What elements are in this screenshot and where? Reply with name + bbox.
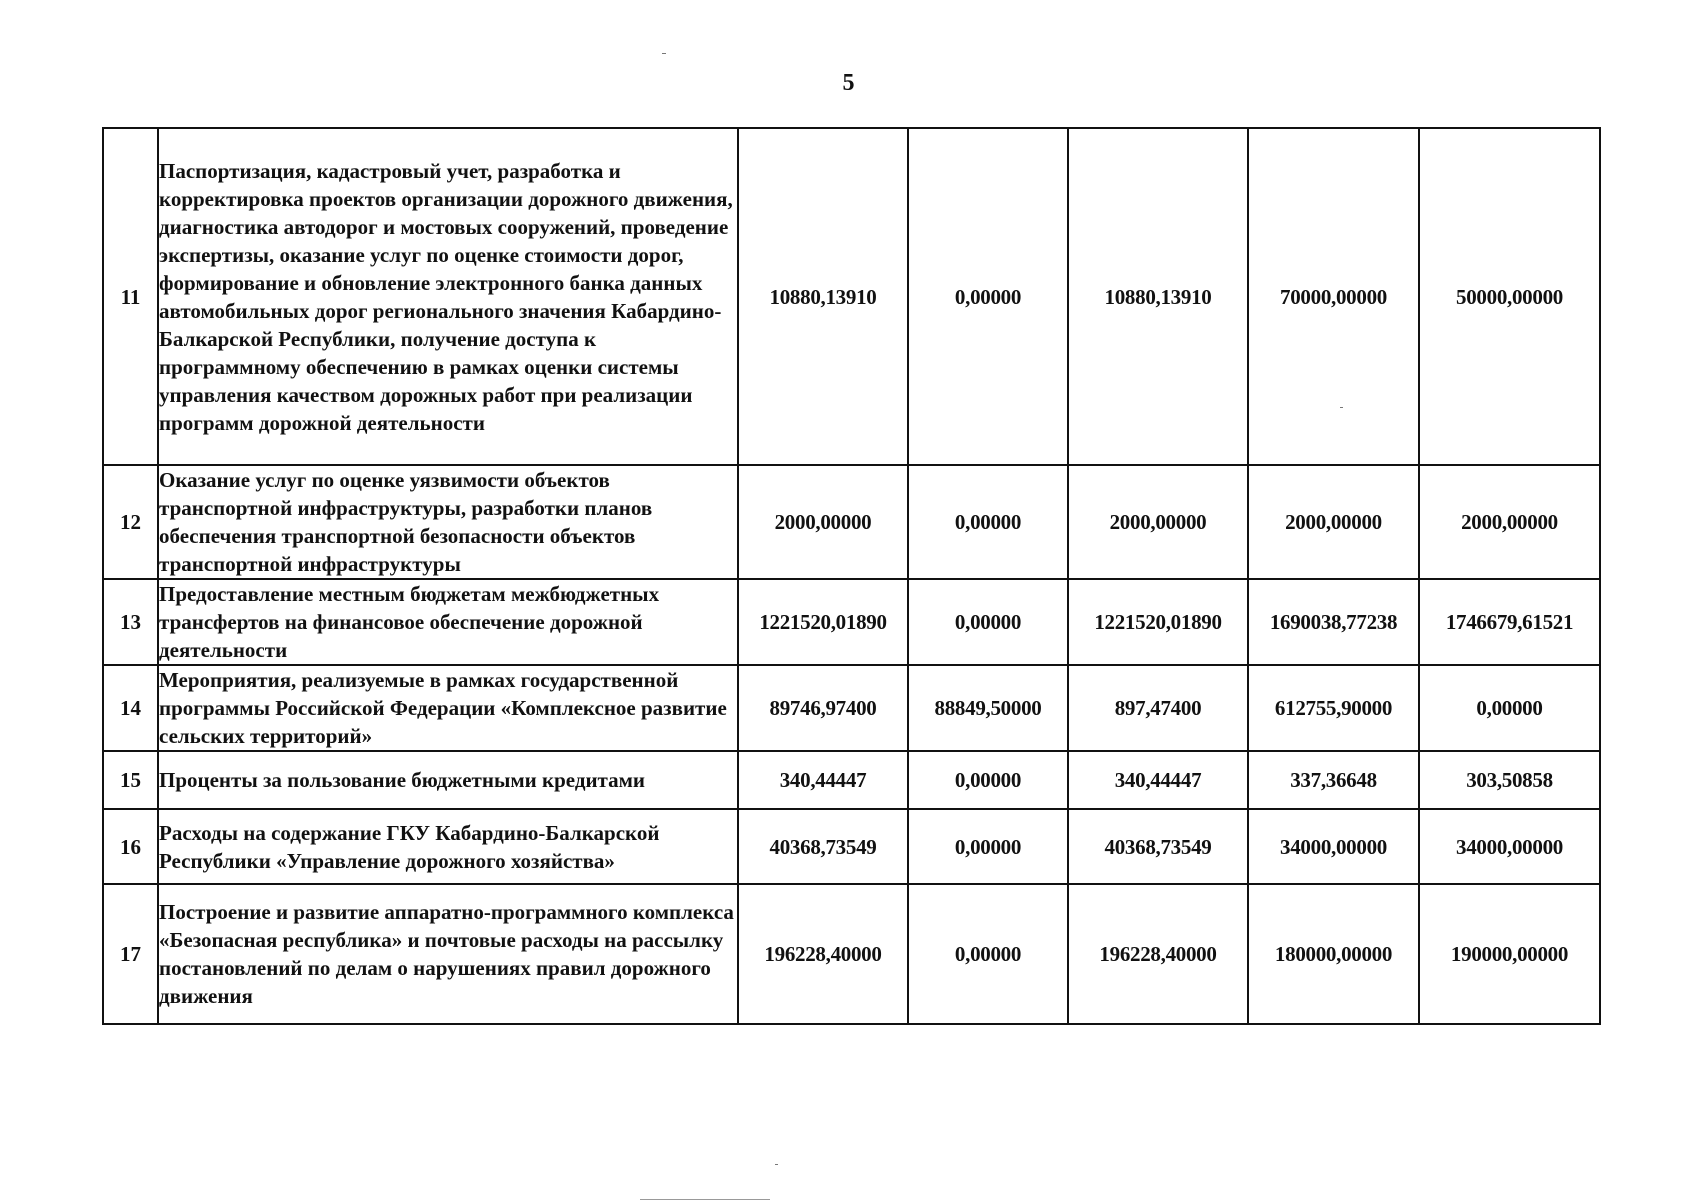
- amount-cell: 34000,00000: [1419, 809, 1600, 884]
- budget-table: [102, 127, 1601, 1025]
- row-description: Построение и развитие аппаратно-программного комплекса «Безопасная республика» и почтовые расходы на рассылку постановлений по делам о нарушениях правил дорожного движения: [158, 884, 738, 1024]
- amount-cell: 50000,00000: [1419, 128, 1600, 465]
- scan-speck: [662, 53, 666, 54]
- row-number: 11: [103, 128, 158, 465]
- table-row: [103, 884, 1600, 1024]
- amount-cell: 40368,73549: [1068, 809, 1248, 884]
- row-description: Мероприятия, реализуемые в рамках государственной программы Российской Федерации «Комплексное развитие сельских территорий»: [158, 665, 738, 751]
- amount-cell: 40368,73549: [738, 809, 908, 884]
- row-description: Оказание услуг по оценке уязвимости объектов транспортной инфраструктуры, разработки планов обеспечения транспортной безопасности объектов транспортной инфраструктуры: [158, 465, 738, 579]
- row-description: Проценты за пользование бюджетными кредитами: [158, 751, 738, 809]
- amount-cell: 10880,13910: [1068, 128, 1248, 465]
- amount-cell: 196228,40000: [738, 884, 908, 1024]
- amount-cell: 1690038,77238: [1248, 579, 1419, 665]
- amount-cell: 190000,00000: [1419, 884, 1600, 1024]
- amount-cell: 0,00000: [1419, 665, 1600, 751]
- row-number: 14: [103, 665, 158, 751]
- amount-cell: 303,50858: [1419, 751, 1600, 809]
- amount-cell: 1221520,01890: [738, 579, 908, 665]
- amount-cell: 34000,00000: [1248, 809, 1419, 884]
- row-number: 13: [103, 579, 158, 665]
- amount-cell: 89746,97400: [738, 665, 908, 751]
- row-number: 17: [103, 884, 158, 1024]
- row-description: Расходы на содержание ГКУ Кабардино-Балкарской Республики «Управление дорожного хозяйства»: [158, 809, 738, 884]
- amount-cell: 2000,00000: [1248, 465, 1419, 579]
- table-row: [103, 751, 1600, 809]
- amount-cell: 0,00000: [908, 809, 1068, 884]
- amount-cell: 0,00000: [908, 751, 1068, 809]
- amount-cell: 88849,50000: [908, 665, 1068, 751]
- amount-cell: 340,44447: [1068, 751, 1248, 809]
- table-body: [103, 128, 1600, 1024]
- amount-cell: 2000,00000: [1419, 465, 1600, 579]
- amount-cell: 180000,00000: [1248, 884, 1419, 1024]
- amount-cell: 612755,90000: [1248, 665, 1419, 751]
- scan-speck: [1340, 407, 1343, 408]
- amount-cell: 0,00000: [908, 579, 1068, 665]
- amount-cell: 0,00000: [908, 128, 1068, 465]
- amount-cell: 340,44447: [738, 751, 908, 809]
- row-description: Предоставление местным бюджетам межбюджетных трансфертов на финансовое обеспечение дорожной деятельности: [158, 579, 738, 665]
- row-number: 16: [103, 809, 158, 884]
- amount-cell: 2000,00000: [738, 465, 908, 579]
- row-number: 12: [103, 465, 158, 579]
- page-number: 5: [842, 70, 855, 96]
- amount-cell: 0,00000: [908, 465, 1068, 579]
- table-row: [103, 809, 1600, 884]
- amount-cell: 196228,40000: [1068, 884, 1248, 1024]
- amount-cell: 1746679,61521: [1419, 579, 1600, 665]
- table-row: [103, 128, 1600, 465]
- amount-cell: 337,36648: [1248, 751, 1419, 809]
- amount-cell: 897,47400: [1068, 665, 1248, 751]
- table-row: [103, 665, 1600, 751]
- scan-speck: [775, 1164, 778, 1165]
- row-description: Паспортизация, кадастровый учет, разработка и корректировка проектов организации дорожного движения, диагностика автодорог и мостовых сооружений, проведение экспертизы, оказание услуг по оценке стоимости дорог, формирование и обновление электронного банка данных автомобильных дорог регионального значения Кабардино-Балкарской Республики, получение доступа к программному обеспечению в рамках оценки системы управления качеством дорожных работ при реализации программ дорожной деятельности: [158, 128, 738, 465]
- table-row: [103, 465, 1600, 579]
- amount-cell: 0,00000: [908, 884, 1068, 1024]
- amount-cell: 10880,13910: [738, 128, 908, 465]
- amount-cell: 70000,00000: [1248, 128, 1419, 465]
- table-row: [103, 579, 1600, 665]
- amount-cell: 1221520,01890: [1068, 579, 1248, 665]
- row-number: 15: [103, 751, 158, 809]
- amount-cell: 2000,00000: [1068, 465, 1248, 579]
